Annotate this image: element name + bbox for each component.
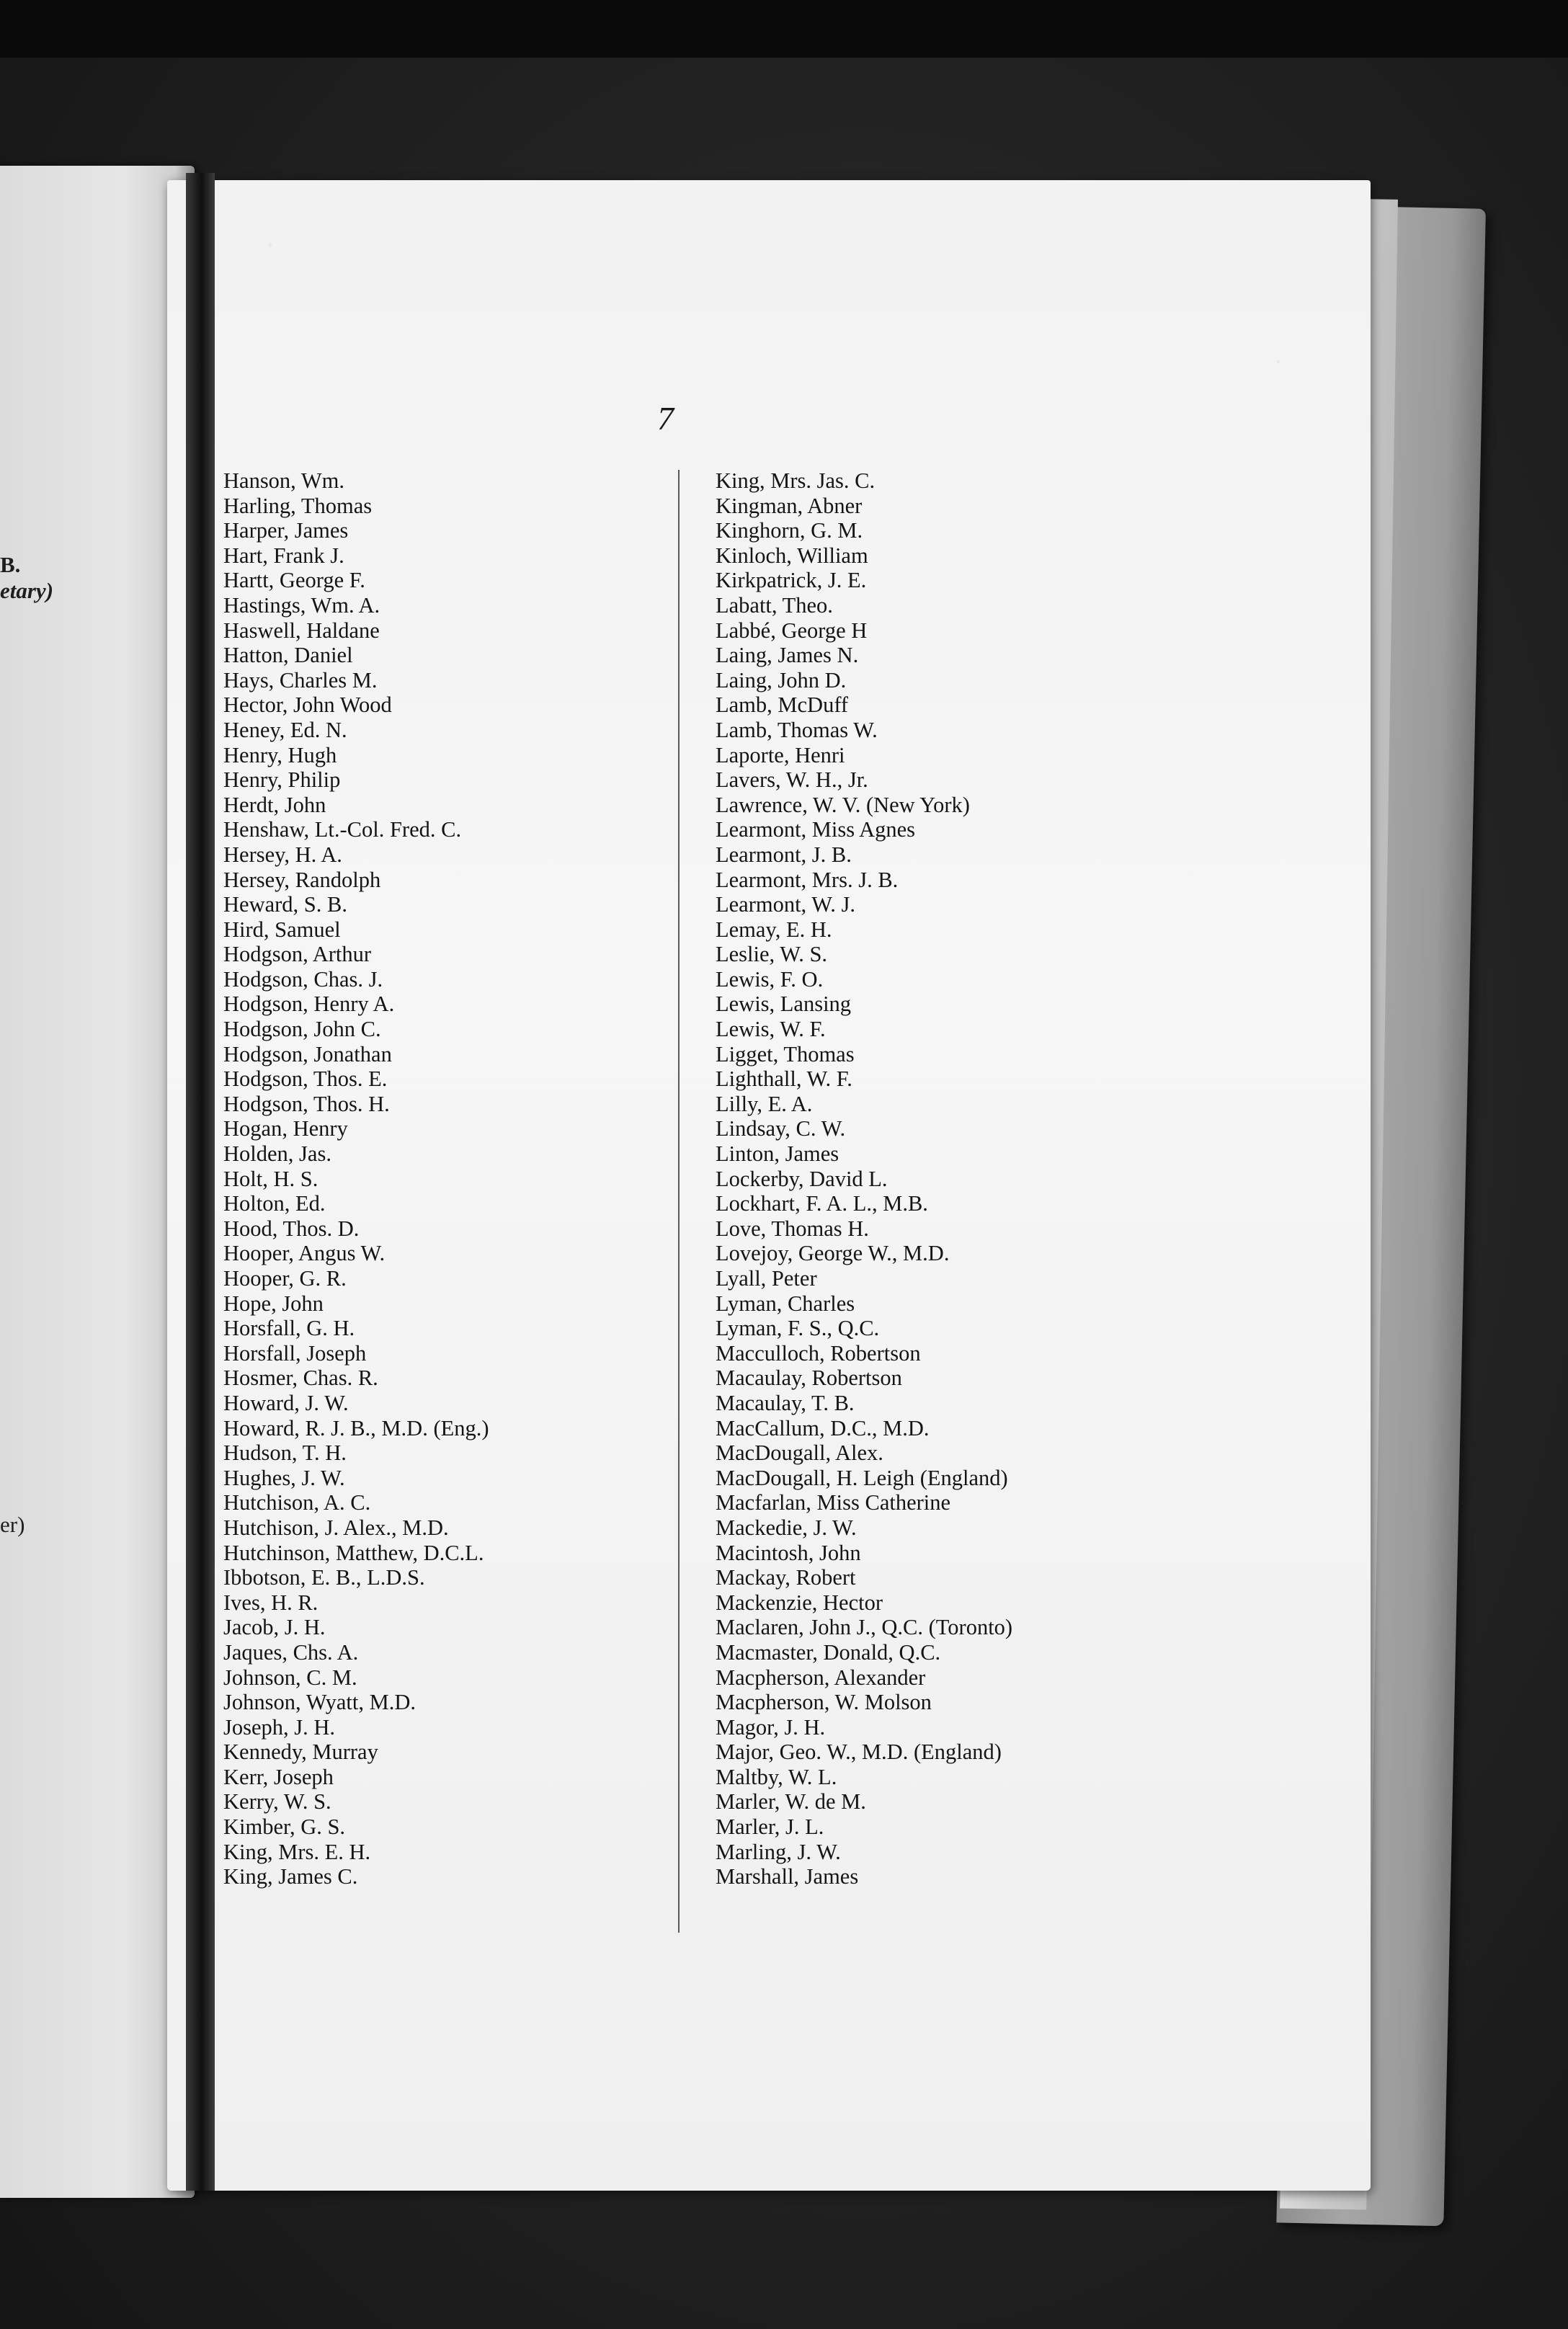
member-entry: Learmont, Miss Agnes — [716, 817, 916, 842]
member-entry: Hersey, Randolph — [223, 867, 381, 892]
member-entry: Holt, H. S. — [223, 1166, 318, 1191]
member-entry: Macaulay, Robertson — [716, 1366, 902, 1391]
member-entry: Laing, John D. — [716, 667, 847, 693]
member-entry: Hooper, Angus W. — [223, 1241, 386, 1266]
member-entry: Hooper, G. R. — [223, 1266, 347, 1291]
member-entry: Marler, J. L. — [716, 1814, 824, 1840]
member-entry: Harling, Thomas — [223, 493, 373, 518]
member-entry: Lamb, Thomas W. — [716, 717, 878, 742]
member-entry: Laing, James N. — [716, 643, 859, 668]
member-entry: Learmont, W. J. — [716, 892, 855, 917]
member-entry: Leslie, W. S. — [716, 942, 828, 967]
left-page-fragment: etary) — [0, 578, 54, 603]
member-entry: Lyall, Peter — [716, 1266, 817, 1291]
member-entry: Macculloch, Robertson — [716, 1340, 921, 1366]
member-entry: Ligget, Thomas — [716, 1041, 855, 1066]
member-entry: Kinghorn, G. M. — [716, 518, 863, 543]
paper-speck — [1277, 360, 1280, 363]
column-divider — [678, 470, 680, 1933]
member-entry: Marler, W. de M. — [716, 1789, 866, 1814]
member-entry: Hart, Frank J. — [223, 543, 344, 568]
member-entry: Hays, Charles M. — [223, 667, 378, 693]
member-list-left-column — [223, 468, 489, 1889]
member-entry: Love, Thomas H. — [716, 1216, 869, 1241]
member-entry: Harper, James — [223, 518, 349, 543]
member-entry: Kennedy, Murray — [223, 1740, 378, 1765]
member-entry: Hodgson, Henry A. — [223, 992, 395, 1017]
member-entry: King, Mrs. Jas. C. — [716, 468, 876, 493]
member-entry: Kimber, G. S. — [223, 1814, 346, 1840]
member-entry: Macpherson, W. Molson — [716, 1690, 932, 1715]
member-entry: Lewis, W. F. — [716, 1017, 826, 1042]
member-entry: Heward, S. B. — [223, 892, 347, 917]
member-entry: Hersey, H. A. — [223, 842, 342, 867]
member-entry: Hird, Samuel — [223, 917, 341, 942]
member-entry: Lockerby, David L. — [716, 1166, 888, 1191]
member-entry: Henry, Hugh — [223, 742, 337, 767]
member-entry: Labatt, Theo. — [716, 592, 833, 618]
member-entry: Howard, R. J. B., M.D. (Eng.) — [223, 1415, 489, 1440]
member-entry: Macintosh, John — [716, 1540, 861, 1565]
book-gutter — [186, 173, 215, 2191]
member-entry: King, Mrs. E. H. — [223, 1839, 371, 1864]
member-entry: Lindsay, C. W. — [716, 1116, 846, 1141]
member-entry: Hanson, Wm. — [223, 468, 345, 493]
member-entry: Horsfall, G. H. — [223, 1316, 355, 1341]
scan-top-border — [0, 0, 1568, 58]
member-entry: Jacob, J. H. — [223, 1615, 326, 1640]
member-entry: Kirkpatrick, J. E. — [716, 568, 867, 593]
member-entry: King, James C. — [223, 1864, 358, 1889]
member-entry: Hope, John — [223, 1291, 324, 1316]
member-entry: Hatton, Daniel — [223, 643, 353, 668]
member-entry: Macaulay, T. B. — [716, 1390, 855, 1415]
member-entry: Hastings, Wm. A. — [223, 592, 380, 618]
member-entry: Hodgson, John C. — [223, 1017, 381, 1042]
member-entry: Lockhart, F. A. L., M.B. — [716, 1191, 928, 1216]
member-entry: Learmont, Mrs. J. B. — [716, 867, 899, 892]
member-entry: Linton, James — [716, 1141, 839, 1167]
member-entry: Horsfall, Joseph — [223, 1340, 367, 1366]
member-entry: Hodgson, Thos. E. — [223, 1066, 388, 1092]
member-entry: Holden, Jas. — [223, 1141, 331, 1167]
page-number: 7 — [657, 400, 674, 437]
member-entry: Johnson, C. M. — [223, 1665, 357, 1690]
member-entry: Herdt, John — [223, 792, 326, 817]
member-entry: Kerr, Joseph — [223, 1764, 334, 1789]
member-entry: Haswell, Haldane — [223, 618, 380, 643]
member-entry: Lavers, W. H., Jr. — [716, 767, 868, 793]
member-entry: Learmont, J. B. — [716, 842, 852, 867]
member-entry: Macmaster, Donald, Q.C. — [716, 1639, 941, 1665]
member-entry: Joseph, J. H. — [223, 1714, 336, 1740]
member-entry: Lawrence, W. V. (New York) — [716, 792, 970, 817]
member-entry: Lemay, E. H. — [716, 917, 832, 942]
member-entry: Hutchison, J. Alex., M.D. — [223, 1515, 449, 1540]
facing-page-left — [0, 166, 195, 2198]
member-entry: Ibbotson, E. B., L.D.S. — [223, 1565, 425, 1590]
member-entry: Ives, H. R. — [223, 1590, 318, 1615]
member-entry: Hodgson, Chas. J. — [223, 966, 383, 992]
member-entry: Laporte, Henri — [716, 742, 845, 767]
member-entry: Henry, Philip — [223, 767, 341, 793]
member-entry: Magor, J. H. — [716, 1714, 826, 1740]
member-entry: Hutchison, A. C. — [223, 1490, 371, 1515]
member-entry: Hodgson, Arthur — [223, 942, 372, 967]
member-entry: Holton, Ed. — [223, 1191, 326, 1216]
member-entry: Jaques, Chs. A. — [223, 1639, 359, 1665]
left-page-fragment: er) — [0, 1512, 25, 1537]
member-entry: Lewis, F. O. — [716, 966, 824, 992]
member-entry: MacDougall, H. Leigh (England) — [716, 1465, 1008, 1490]
member-entry: Labbé, George H — [716, 618, 868, 643]
member-entry: MacDougall, Alex. — [716, 1440, 883, 1466]
member-entry: Maltby, W. L. — [716, 1764, 837, 1789]
member-entry: Macpherson, Alexander — [716, 1665, 926, 1690]
member-entry: Mackay, Robert — [716, 1565, 856, 1590]
member-entry: Kinloch, William — [716, 543, 868, 568]
member-entry: Hodgson, Thos. H. — [223, 1091, 390, 1116]
member-entry: Heney, Ed. N. — [223, 717, 347, 742]
member-entry: Henshaw, Lt.-Col. Fred. C. — [223, 817, 462, 842]
member-entry: Hogan, Henry — [223, 1116, 348, 1141]
member-entry: Hector, John Wood — [223, 693, 392, 718]
member-entry: Kerry, W. S. — [223, 1789, 331, 1814]
member-entry: Howard, J. W. — [223, 1390, 349, 1415]
member-entry: Hutchinson, Matthew, D.C.L. — [223, 1540, 484, 1565]
paper-speck — [268, 244, 272, 247]
member-entry: Johnson, Wyatt, M.D. — [223, 1690, 416, 1715]
member-entry: Marshall, James — [716, 1864, 859, 1889]
member-entry: Lyman, F. S., Q.C. — [716, 1316, 880, 1341]
member-entry: Maclaren, John J., Q.C. (Toronto) — [716, 1615, 1013, 1640]
member-entry: Hughes, J. W. — [223, 1465, 345, 1490]
member-entry: Lewis, Lansing — [716, 992, 852, 1017]
member-entry: Lyman, Charles — [716, 1291, 855, 1316]
member-entry: Marling, J. W. — [716, 1839, 841, 1864]
member-entry: Hosmer, Chas. R. — [223, 1366, 378, 1391]
member-entry: Major, Geo. W., M.D. (England) — [716, 1740, 1002, 1765]
member-entry: Macfarlan, Miss Catherine — [716, 1490, 951, 1515]
left-page-fragment: B. — [0, 552, 21, 577]
member-entry: MacCallum, D.C., M.D. — [716, 1415, 930, 1440]
member-entry: Mackenzie, Hector — [716, 1590, 883, 1615]
member-entry: Hodgson, Jonathan — [223, 1041, 392, 1066]
member-entry: Lovejoy, George W., M.D. — [716, 1241, 950, 1266]
member-entry: Hartt, George F. — [223, 568, 365, 593]
member-entry: Kingman, Abner — [716, 493, 863, 518]
member-entry: Hood, Thos. D. — [223, 1216, 360, 1241]
member-entry: Lilly, E. A. — [716, 1091, 813, 1116]
member-entry: Lighthall, W. F. — [716, 1066, 852, 1092]
member-entry: Lamb, McDuff — [716, 693, 849, 718]
member-list-right-column — [716, 468, 1012, 1889]
member-entry: Mackedie, J. W. — [716, 1515, 857, 1540]
member-entry: Hudson, T. H. — [223, 1440, 347, 1466]
